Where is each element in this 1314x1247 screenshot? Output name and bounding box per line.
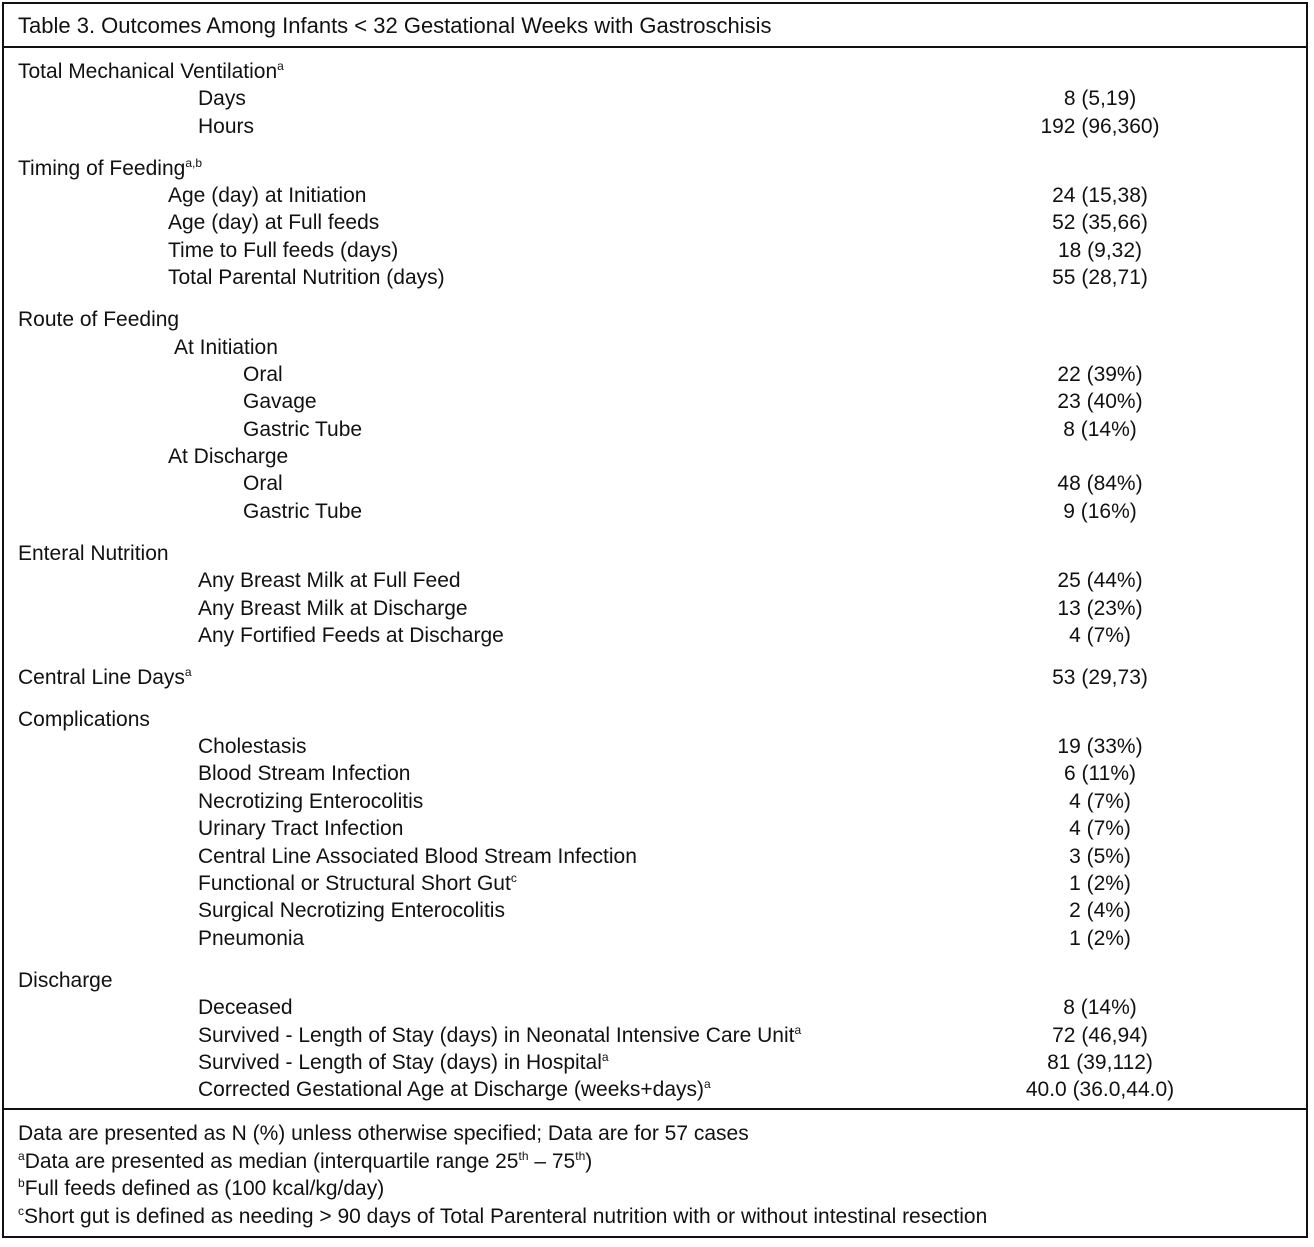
table-title: Table 3. Outcomes Among Infants < 32 Gestational Weeks with Gastroschisis [4, 4, 1306, 48]
row-label: Functional or Structural Short Gut [198, 872, 511, 896]
table-row [4, 760, 1306, 787]
row-value: 25 (44%) [1057, 569, 1143, 593]
row-label: Survived - Length of Stay (days) in Neonatal Intensive Care Unit [198, 1023, 795, 1047]
row-value: 1 (2%) [1069, 926, 1131, 950]
row-label: Oral [243, 362, 283, 386]
footnote-general: Data are presented as N (%) unless otherwise specified; Data are for 57 cases [18, 1122, 749, 1145]
footnote-marker: a [184, 664, 192, 679]
table-row [4, 843, 1306, 870]
row-label: Necrotizing Enterocolitis [198, 789, 424, 813]
heading-text: Enteral Nutrition [18, 541, 169, 565]
row-label: Time to Full feeds (days) [168, 238, 399, 262]
row-value: 19 (33%) [1057, 735, 1143, 759]
footnote-marker: a [18, 1148, 25, 1163]
row-value: 8 (14%) [1063, 996, 1137, 1020]
row-label: Total Parental Nutrition (days) [168, 266, 445, 290]
subheading-text: At Initiation [174, 335, 278, 359]
row-label: Gastric Tube [243, 499, 363, 523]
row-label: Days [198, 87, 246, 111]
footnote-marker: b [18, 1176, 25, 1190]
section-heading [4, 967, 1306, 994]
subheading-text: At Discharge [168, 445, 289, 469]
row-value: 48 (84%) [1057, 472, 1143, 496]
table-row [4, 237, 1306, 264]
row-label: Blood Stream Infection [198, 762, 411, 786]
section-heading [4, 706, 1306, 733]
table-row [4, 788, 1306, 815]
row-label: Hours [198, 114, 255, 138]
row-value: 4 (7%) [1069, 623, 1131, 647]
heading-text: Timing of Feeding [18, 156, 186, 180]
row-label: Pneumonia [198, 926, 305, 950]
table-footnotes [4, 1110, 1306, 1230]
row-label: Corrected Gestational Age at Discharge (weeks+days) [198, 1078, 704, 1102]
table-row [4, 182, 1306, 209]
row-label: Survived - Length of Stay (days) in Hospital [198, 1050, 602, 1074]
subsection-heading [4, 334, 1306, 361]
table-row [4, 815, 1306, 842]
row-value: 2 (4%) [1069, 899, 1131, 923]
heading-text: Discharge [18, 968, 113, 992]
row-value: 9 (16%) [1063, 499, 1137, 523]
row-value: 40.0 (36.0,44.0) [1025, 1078, 1175, 1102]
footnote-marker: c [510, 871, 517, 886]
table-row [4, 264, 1306, 291]
footnote-marker: a [704, 1077, 711, 1092]
table-row [4, 470, 1306, 497]
row-value: 1 (2%) [1069, 872, 1131, 896]
table-row [4, 733, 1306, 760]
table-row [4, 388, 1306, 415]
row-value: 192 (96,360) [1040, 114, 1160, 138]
section-heading [4, 58, 1306, 85]
row-label: Gastric Tube [243, 417, 363, 441]
row-label: Deceased [198, 996, 293, 1020]
footnote-marker: a,b [185, 155, 202, 170]
footnote-b: $^b$Full feeds defined as (100 kcal/kg/day) [18, 1176, 385, 1200]
outcomes-table [2, 2, 1308, 1238]
row-value: 72 (46,94) [1052, 1023, 1148, 1047]
table-row [4, 1076, 1306, 1103]
row-value: 8 (5,19) [1063, 87, 1137, 111]
table-row [4, 1049, 1306, 1076]
row-label: Any Breast Milk at Full Feed [198, 569, 461, 593]
table-row [4, 498, 1306, 525]
row-value: 18 (9,32) [1057, 238, 1143, 262]
row-label: Any Breast Milk at Discharge [198, 596, 468, 620]
footnote-c: $^c$Short gut is defined as needing > 90 days of Total Parenteral nutrition with or without intestinal resection [18, 1203, 988, 1228]
row-value: 55 (28,71) [1052, 266, 1148, 290]
table-row [4, 994, 1306, 1021]
row-label: Age (day) at Initiation [168, 184, 367, 208]
section-heading [4, 664, 1306, 691]
row-value: 4 (7%) [1069, 817, 1131, 841]
row-value: 3 (5%) [1069, 844, 1131, 868]
table-row [4, 595, 1306, 622]
footnote-a: $^a$Data are presented as median (interquartile range 25th – 75th) [18, 1148, 593, 1173]
footnote-marker: a [794, 1022, 802, 1037]
row-value: 13 (23%) [1057, 596, 1143, 620]
footnote-marker: c [18, 1203, 24, 1218]
subsection-heading [4, 443, 1306, 470]
table-row [4, 209, 1306, 236]
table-row [4, 897, 1306, 924]
heading-text: Route of Feeding [18, 308, 180, 332]
table-row [4, 361, 1306, 388]
table-row [4, 416, 1306, 443]
row-label: Gavage [243, 390, 317, 414]
row-value: 24 (15,38) [1052, 184, 1148, 208]
footnote-marker: a [601, 1049, 609, 1064]
row-value: 22 (39%) [1057, 362, 1143, 386]
section-heading [4, 306, 1306, 333]
heading-text: Central Line Days [18, 665, 185, 689]
row-label: Urinary Tract Infection [198, 817, 404, 841]
table-body [4, 48, 1306, 1110]
table-row [4, 567, 1306, 594]
section-heading [4, 155, 1306, 182]
table-row [4, 1022, 1306, 1049]
table-row [4, 113, 1306, 140]
row-value: 81 (39,112) [1047, 1050, 1153, 1074]
table-row [4, 870, 1306, 897]
row-value: 23 (40%) [1057, 390, 1143, 414]
row-value: 6 (11%) [1064, 762, 1136, 786]
row-label: Oral [243, 472, 283, 496]
row-label: Surgical Necrotizing Enterocolitis [198, 899, 505, 923]
row-label: Age (day) at Full feeds [168, 211, 380, 235]
row-label: Central Line Associated Blood Stream Infection [198, 844, 637, 868]
heading-text: Total Mechanical Ventilation [18, 60, 278, 83]
table-row [4, 85, 1306, 112]
row-value: 8 (14%) [1063, 417, 1137, 441]
row-value: 53 (29,73) [1052, 665, 1148, 689]
table-row [4, 622, 1306, 649]
row-label: Cholestasis [198, 735, 307, 759]
heading-text: Complications [18, 707, 150, 731]
row-value: 4 (7%) [1069, 789, 1131, 813]
row-value: 52 (35,66) [1052, 211, 1148, 235]
table-row [4, 925, 1306, 952]
row-label: Any Fortified Feeds at Discharge [198, 623, 504, 647]
section-heading [4, 540, 1306, 567]
footnote-marker: a [277, 59, 284, 73]
